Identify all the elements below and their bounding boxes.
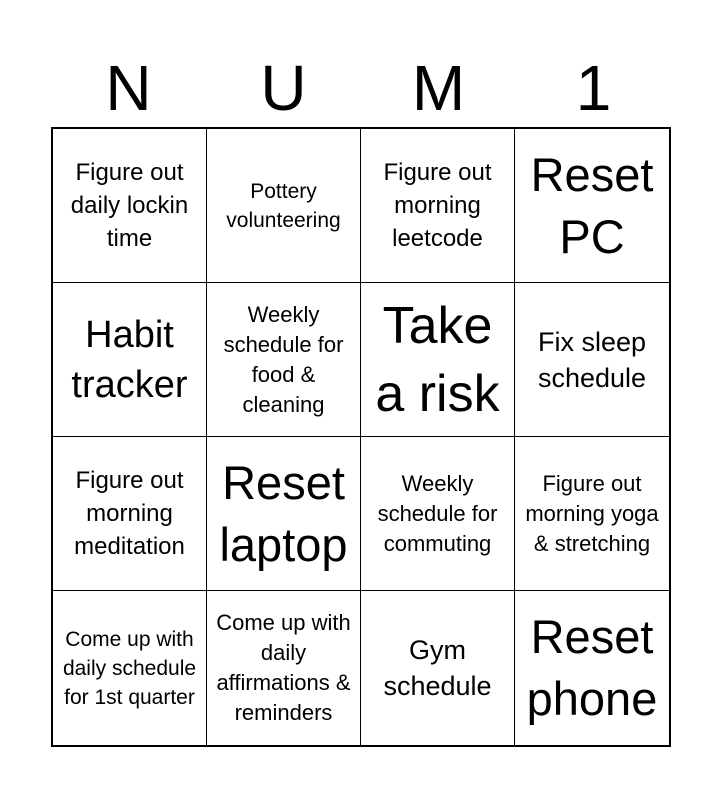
bingo-board	[51, 127, 671, 747]
header-letter-4: 1	[575, 52, 612, 124]
cell-label: Come up with daily affirmations & reminders	[216, 610, 351, 725]
bingo-cell-r3c2[interactable]	[207, 437, 361, 591]
cell-label: Figure out morning yoga & stretching	[525, 470, 659, 556]
header-letter-1: N	[105, 52, 152, 124]
bingo-cell-r2c3[interactable]	[361, 283, 515, 437]
bingo-cell-r4c1[interactable]	[53, 591, 207, 745]
cell-label: Come up with daily schedule for 1st quarter	[62, 627, 197, 709]
cell-label: Reset laptop	[219, 455, 348, 571]
bingo-cell-r4c4[interactable]	[515, 591, 669, 745]
header-letter-2: U	[260, 52, 307, 124]
bingo-cell-r3c3[interactable]	[361, 437, 515, 591]
bingo-cell-r4c3[interactable]	[361, 591, 515, 745]
cell-label: Reset phone	[526, 610, 658, 725]
bingo-cell-r2c4[interactable]	[515, 283, 669, 437]
bingo-cell-r1c3[interactable]	[361, 129, 515, 283]
cell-label: Habit tracker	[71, 313, 188, 406]
cell-label: Figure out daily lockin time	[70, 159, 189, 252]
cell-label: Take a risk	[375, 296, 500, 423]
bingo-cell-r3c1[interactable]	[53, 437, 207, 591]
bingo-cell-r4c2[interactable]	[207, 591, 361, 745]
header-letter-3: M	[411, 52, 466, 124]
bingo-header	[51, 48, 671, 128]
bingo-cell-r2c2[interactable]	[207, 283, 361, 437]
cell-label: Weekly schedule for commuting	[377, 470, 498, 556]
cell-label: Fix sleep schedule	[537, 326, 647, 393]
bingo-cell-r1c1[interactable]	[53, 129, 207, 283]
cell-label: Figure out morning meditation	[74, 467, 185, 560]
cell-label: Gym schedule	[383, 635, 492, 701]
cell-label: Pottery volunteering	[226, 179, 341, 232]
bingo-cell-r3c4[interactable]	[515, 437, 669, 591]
cell-label: Figure out morning leetcode	[383, 159, 492, 252]
cell-label: Weekly schedule for food & cleaning	[223, 301, 344, 417]
cell-label: Reset PC	[530, 147, 654, 263]
bingo-cell-r1c4[interactable]	[515, 129, 669, 283]
bingo-cell-r1c2[interactable]	[207, 129, 361, 283]
bingo-cell-r2c1[interactable]	[53, 283, 207, 437]
